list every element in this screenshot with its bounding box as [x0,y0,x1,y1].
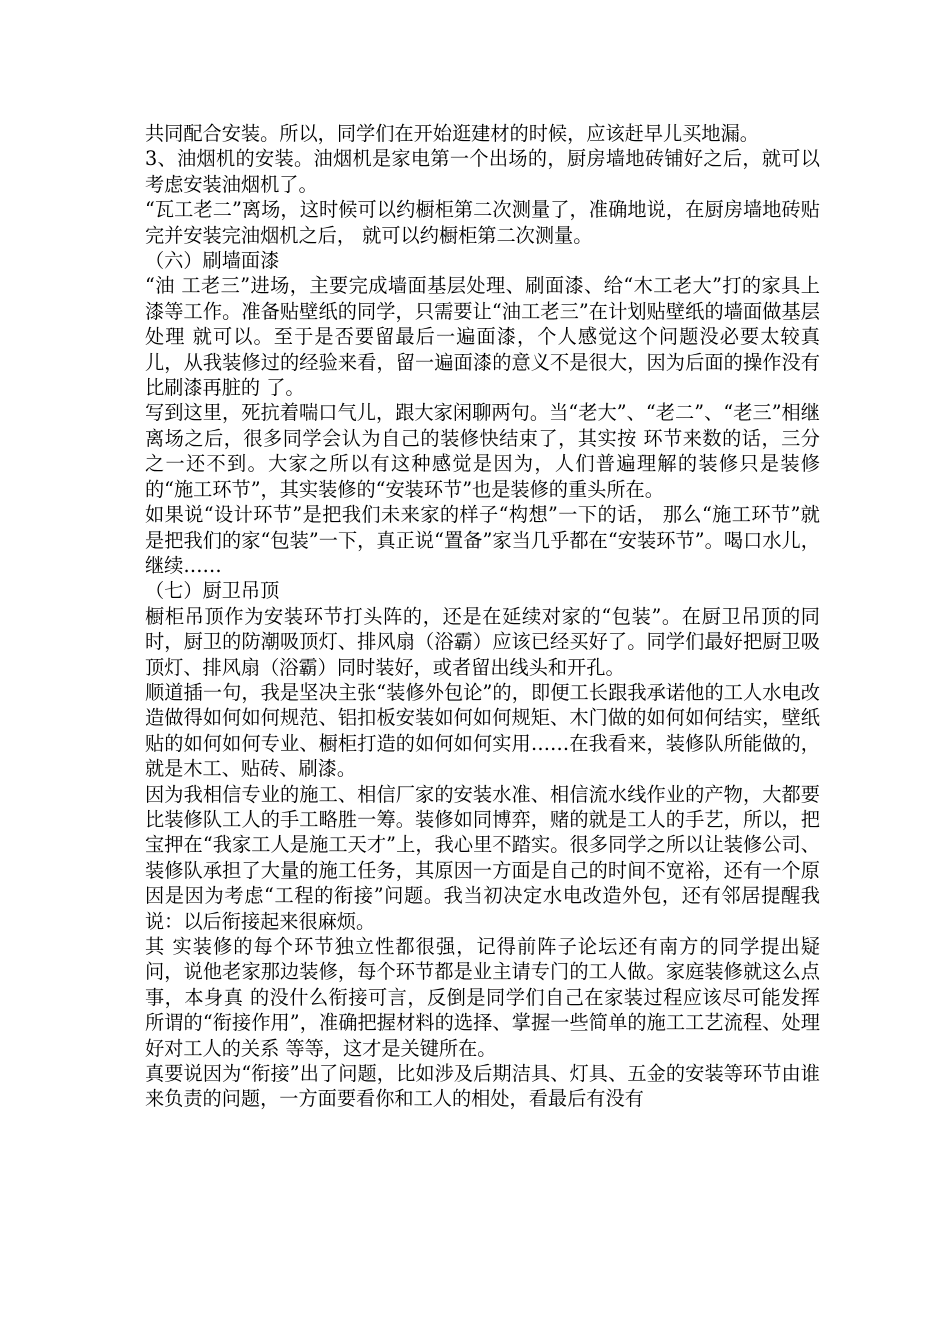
section-heading-ceiling: （七）厨卫吊顶 [145,579,280,603]
paragraph-range-hood: 3、油烟机的安装。油烟机是家电第一个出场的，厨房墙地砖铺好之后，就可以考虑安装油烟机了。 [145,147,820,196]
paragraph-independence: 其 实装修的每个环节独立性都很强，记得前阵子论坛还有南方的同学提出疑问，说他老家那边装修，每个环节都是业主请专门的工人做。家庭装修就这么点事，本身真 的没什么衔接可言，反倒是同学们自己在家装过程应该尽可能发挥所谓的“衔接作用”，准确把握材料的选择、掌握一些简单的施工工艺流程、处理好对工人的关系 等等，这才是关键所在。 [145,935,820,1060]
paragraph-connection: 真要说因为“衔接”出了问题，比如涉及后期洁具、灯具、五金的安装等环节由谁来负责的问题，一方面要看你和工人的相处，看最后有没有 [145,1062,820,1111]
section-heading-wall-paint: （六）刷墙面漆 [145,249,280,273]
paragraph-outsourcing: 顺道插一句，我是坚决主张“装修外包论”的，即便工长跟我承诺他的工人水电改造做得如何如何规范、铝扣板安装如何如何规矩、木门做的如何如何结实，壁纸贴的如何如何专业、橱柜打造的如何如何实用……在我看来，装修队所能做的，就是木工、贴砖、刷漆。 [145,680,820,781]
paragraph-floor-drain: 共同配合安装。所以，同学们在开始逛建材的时候，应该赶早儿买地漏。 [145,122,759,145]
paragraph-chat: 写到这里，死抗着喘口气儿，跟大家闲聊两句。当“老大”、“老二”、“老三”相继离场之后，很多同学会认为自己的装修快结束了，其实按 环节来数的话，三分之一还不到。大家之所以有这种感觉是因为，人们普遍理解的装修只是装修的“施工环节”，其实装修的“安装环节”也是装修的重头所在。 [145,401,820,501]
paragraph-trust-professionals: 因为我相信专业的施工、相信厂家的安装水准、相信流水线作业的产物，大都要比装修队工人的手工略胜一筹。装修如同博弈，赌的就是工人的手艺，所以，把宝押在“我家工人是施工天才”上，我心里不踏实。很多同学之所以让装修公司、装修队承担了大量的施工任务，其原因一方面是自己的时间不宽裕，还有一个原因是因为考虑“工程的衔接”问题。我当初决定水电改造外包，还有邻居提醒我说：以后衔接起来很麻烦。 [145,782,820,933]
paragraph-painter: “油 工老三”进场，主要完成墙面基层处理、刷面漆、给“木工老大”打的家具上漆等工作。准备贴壁纸的同学，只需要让“油工老三”在计划贴壁纸的墙面做基层处理 就可以。至于是否要留最后一遍面漆，个人感觉这个问题没必要太较真儿，从我装修过的经验来看，留一遍面漆的意义不是很大，因为后面的操作没有比刷漆再脏的 了。 [145,274,820,400]
paragraph-cabinet-measure: “瓦工老二”离场，这时候可以约橱柜第二次测量了，准确地说，在厨房墙地砖贴完并安装完油烟机之后， 就可以约橱柜第二次测量。 [145,198,820,247]
paragraph-ceiling: 橱柜吊顶作为安装环节打头阵的，还是在延续对家的“包装”。在厨卫吊顶的同时，厨卫的防潮吸顶灯、排风扇（浴霸）应该已经买好了。同学们最好把厨卫吸顶灯、排风扇（浴霸）同时装好，或者留出线头和开孔。 [145,604,820,679]
paragraph-design-construction: 如果说“设计环节”是把我们未来家的样子“构想”一下的话， 那么“施工环节”就是把我们的家“包装”一下，真正说“置备”家当几乎都在“安装环节”。喝口水儿，继续…… [145,503,820,577]
document-body [145,121,820,1112]
